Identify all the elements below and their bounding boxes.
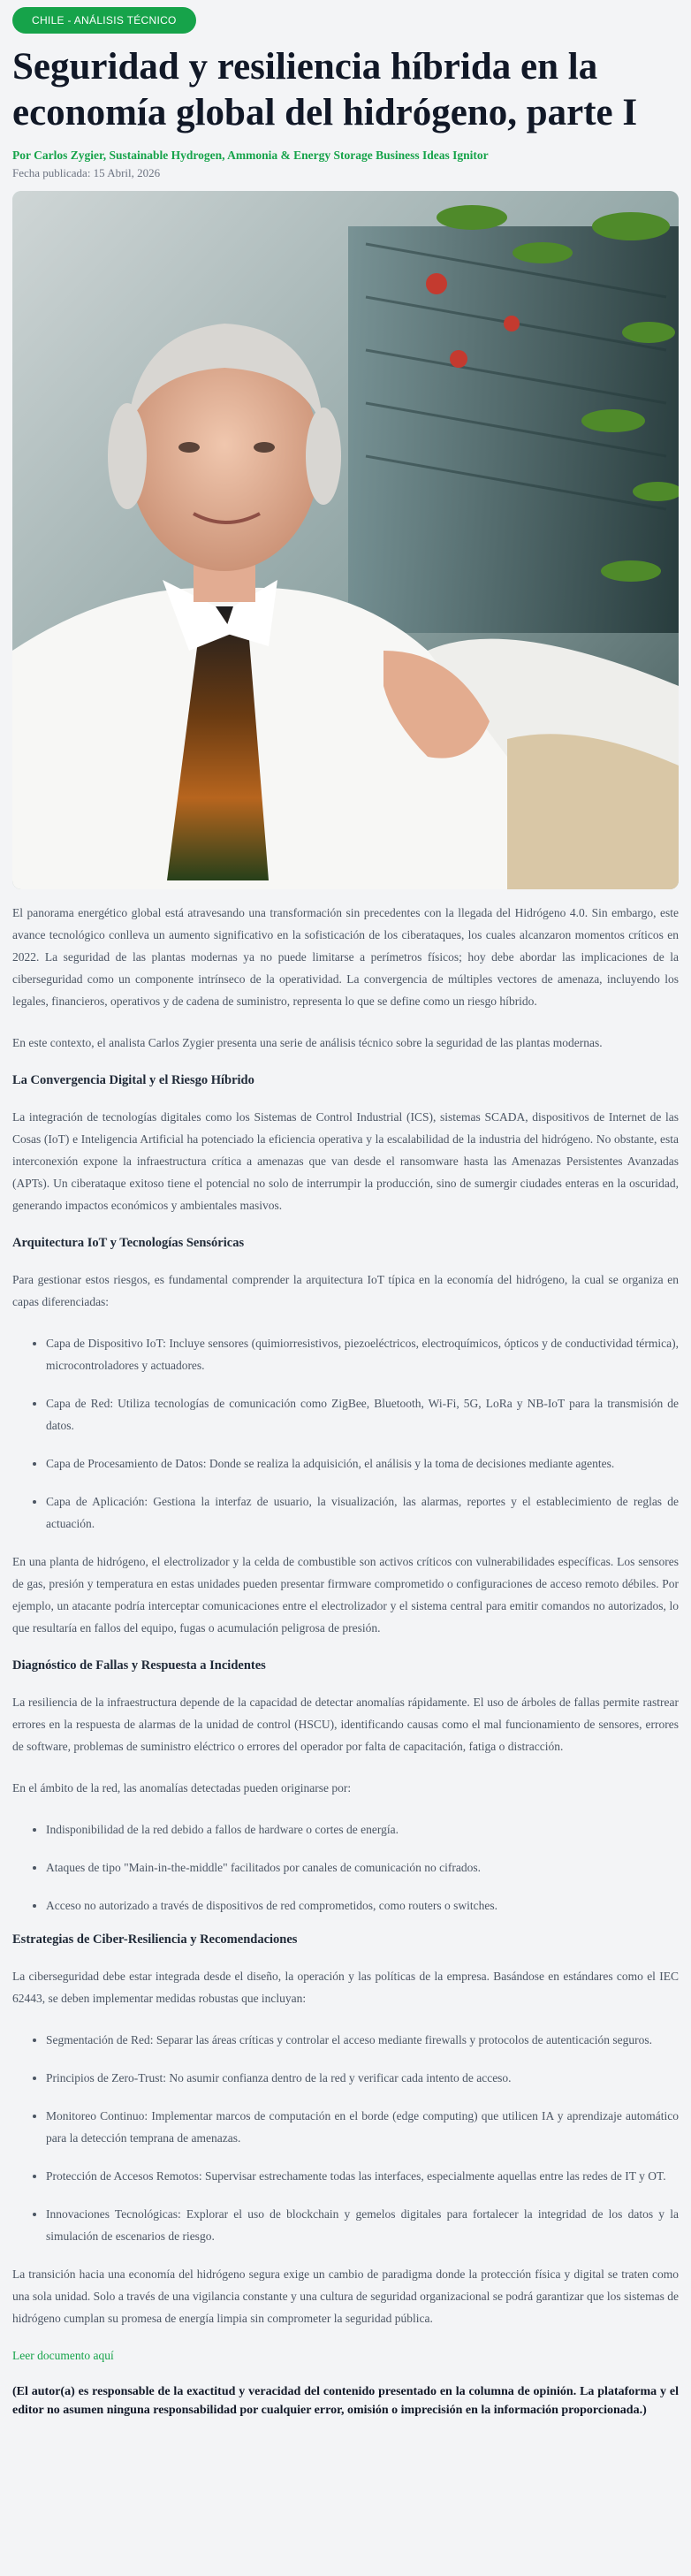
paragraph: La resiliencia de la infraestructura depende de la capacidad de detectar anomalías rápidamente. El uso de árboles de fallas permite rastrear errores en la respuesta de alarmas de la unidad de control (HSCU), identificando causas como el mal funcionamiento de sensores, errores de software, problemas de suministro eléctrico o errores del operador por falta de capacitación, fatiga o distracción. [12,1696,679,1753]
read-document-link[interactable]: Leer documento aquí [12,2349,114,2362]
paragraph: En este contexto, el analista Carlos Zygier presenta una serie de análisis técnico sobre la seguridad de las plantas modernas. [12,1036,603,1049]
anomaly-list [12,1818,679,1917]
list-item: • Ataques de tipo "Main-in-the-middle" facilitados por canales de comunicación no cifrados. [46,1856,679,1879]
page-title: Seguridad y resiliencia híbrida en la economía global del hidrógeno, parte I [12,46,638,133]
list-item: • Indisponibilidad de la red debido a fallos de hardware o cortes de energía. [46,1818,679,1841]
paragraph: La integración de tecnologías digitales como los Sistemas de Control Industrial (ICS), sistemas SCADA, dispositivos de Internet de las Cosas (IoT) e Inteligencia Artificial ha potenciado la eficiencia operativa y la escalabilidad de la industria del hidrógeno. No obstante, esta interconexión expone la infraestructura crítica a amenazas que van desde el ransomware hasta las Amenazas Persistentes Avanzadas (APTs). Un ciberataque exitoso tiene el potencial no solo de interrumpir la producción, sino de sumergir ciudades enteras en la oscuridad, generando impactos económicos y ambientales masivos. [12,1110,679,1212]
list-item: • Monitoreo Continuo: Implementar marcos de computación en el borde (edge computing) que utilicen IA y aprendizaje automático para la detección temprana de amenazas. [46,2105,679,2149]
paragraph: Para gestionar estos riesgos, es fundamental comprender la arquitectura IoT típica en la economía del hidrógeno, la cual se organiza en capas diferenciadas: [12,1273,679,1308]
list-item: • Protección de Accesos Remotos: Supervisar estrechamente todas las interfaces, especialmente aquellas entre las redes de IT y OT. [46,2165,679,2187]
section-heading: Estrategias de Ciber-Resiliencia y Recomendaciones [12,1932,298,1947]
list-item: • Segmentación de Red: Separar las áreas críticas y controlar el acceso mediante firewalls y protocolos de autenticación seguros. [46,2029,679,2051]
paragraph: En una planta de hidrógeno, el electrolizador y la celda de combustible son activos críticos con vulnerabilidades específicas. Los sensores de gas, presión y temperatura en estas unidades pueden presentar firmware comprometido o configuraciones de acceso remoto débiles. Por ejemplo, un atacante podría interceptar comunicaciones entre el electrolizador y el sistema central para emitir comandos no autorizados, lo que resultaría en fallos del equipo, fugas o acumulación peligrosa de presión. [12,1555,679,1635]
paragraph: La transición hacia una economía del hidrógeno segura exige un cambio de paradigma donde la protección física y digital se traten como una sola unidad. Solo a través de una vigilancia constante y una cultura de seguridad organizacional se podrá garantizar que los sistemas de hidrógeno cumplan su promesa de energía limpia sin comprometer la seguridad pública. [12,2267,679,2325]
author-byline: Por Carlos Zygier, Sustainable Hydrogen, Ammonia & Energy Storage Business Ideas Ignitor [12,149,489,162]
publish-date: Fecha publicada: 15 Abril, 2026 [12,166,161,179]
section-heading: Diagnóstico de Fallas y Respuesta a Incidentes [12,1658,266,1673]
list-item: • Capa de Procesamiento de Datos: Donde se realiza la adquisición, el análisis y la toma de decisiones mediante agentes. [46,1452,679,1475]
list-item: • Capa de Red: Utiliza tecnologías de comunicación como ZigBee, Bluetooth, Wi-Fi, 5G, LoRa y NB-IoT para la transmisión de datos. [46,1392,679,1437]
paragraph: La ciberseguridad debe estar integrada desde el diseño, la operación y las políticas de la empresa. Basándose en estándares como el IEC 62443, se deben implementar medidas robustas que incluyan: [12,1970,679,2005]
list-item: • Innovaciones Tecnológicas: Explorar el uso de blockchain y gemelos digitales para fortalecer la integridad de los datos y la simulación de escenarios de riesgo. [46,2203,679,2247]
strategy-list [12,2029,679,2247]
category-badge[interactable]: CHILE - ANÁLISIS TÉCNICO [12,7,196,34]
author-photo [12,191,679,889]
section-heading: Arquitectura IoT y Tecnologías Sensóricas [12,1236,245,1250]
list-item: • Capa de Dispositivo IoT: Incluye sensores (quimiorresistivos, piezoeléctricos, electroquímicos, ópticos y de conductividad térmica), microcontroladores y actuadores. [46,1332,679,1376]
section-heading: La Convergencia Digital y el Riesgo Híbrido [12,1073,254,1087]
list-item: • Acceso no autorizado a través de dispositivos de red comprometidos, como routers o switches. [46,1894,679,1917]
list-item: • Principios de Zero-Trust: No asumir confianza dentro de la red y verificar cada intento de acceso. [46,2067,679,2089]
paragraph: En el ámbito de la red, las anomalías detectadas pueden originarse por: [12,1781,352,1795]
paragraph: El panorama energético global está atravesando una transformación sin precedentes con la llegada del Hidrógeno 4.0. Sin embargo, este avance tecnológico conlleva un aumento significativo en la sofisticación de los ciberataques, los cuales alcanzaron momentos críticos en 2022. La seguridad de las plantas modernas ya no puede limitarse a perímetros físicos; hoy debe abordar las implicaciones de la ciberseguridad como un componente intrínseco de la operatividad. La convergencia de múltiples vectores de amenaza, incluyendo los legales, financieros, operativos y de cadena de suministro, representa lo que se define como un riesgo híbrido. [12,906,679,1008]
layer-list [12,1332,679,1535]
list-item: • Capa de Aplicación: Gestiona la interfaz de usuario, la visualización, las alarmas, reportes y el establecimiento de reglas de actuación. [46,1490,679,1535]
disclaimer: (El autor(a) es responsable de la exactitud y veracidad del contenido presentado en la columna de opinión. La plataforma y el editor no asumen ninguna responsabilidad por cualquier error, omisión o imprecisión en la información proporcionada.) [12,2385,679,2417]
